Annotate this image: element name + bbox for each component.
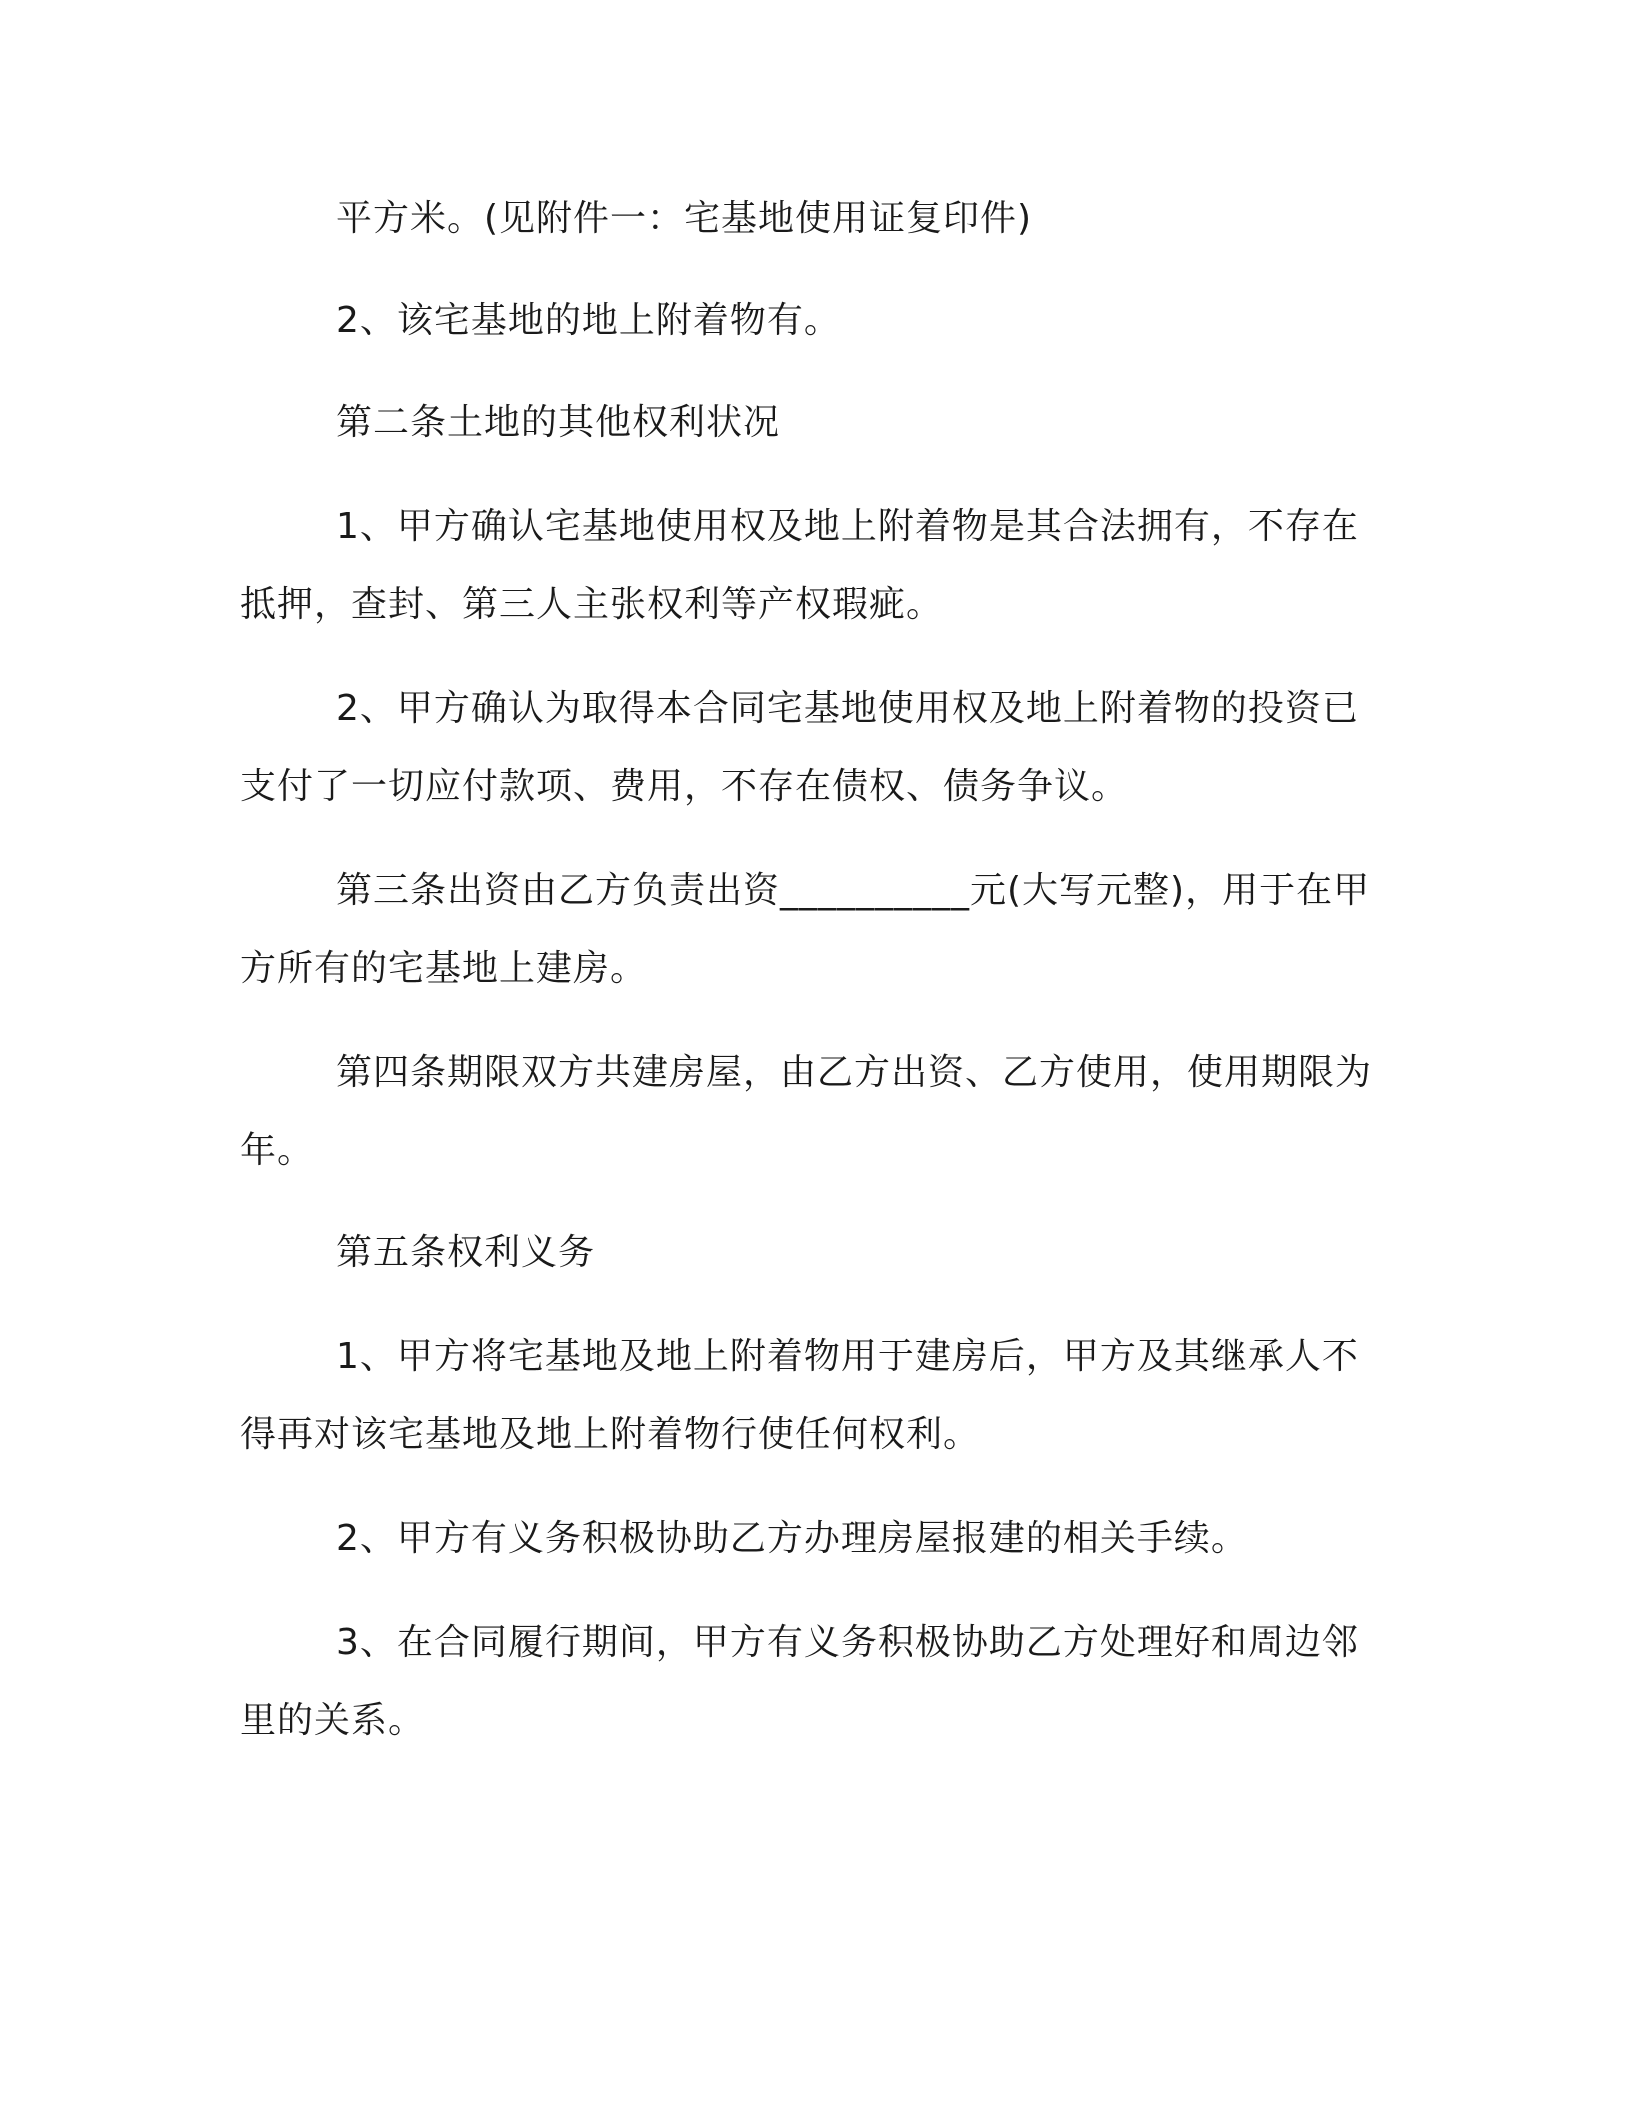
paragraph-area-unit: 平方米。(见附件一：宅基地使用证复印件) bbox=[336, 198, 1033, 239]
section-heading-rights-obligations: 第五条权利义务 bbox=[336, 1232, 596, 1273]
section-heading-other-rights: 第二条土地的其他权利状况 bbox=[336, 402, 781, 443]
paragraph-assist-permits: 2、甲方有义务积极协助乙方办理房屋报建的相关手续。 bbox=[336, 1518, 1248, 1559]
paragraph-waiver-of-rights: 1、甲方将宅基地及地上附着物用于建房后，甲方及其继承人不得再对该宅基地及地上附着物行使任何权利。 bbox=[240, 1336, 1359, 1455]
paragraph-attachments: 2、该宅基地的地上附着物有。 bbox=[336, 300, 841, 341]
section-heading-term: 第四条期限双方共建房屋，由乙方出资、乙方使用，使用期限为年。 bbox=[240, 1052, 1373, 1171]
paragraph-payments-settled: 2、甲方确认为取得本合同宅基地使用权及地上附着物的投资已支付了一切应付款项、费用，不存在债权、债务争议。 bbox=[240, 688, 1359, 807]
paragraph-neighbor-relations: 3、在合同履行期间，甲方有义务积极协助乙方处理好和周边邻里的关系。 bbox=[240, 1622, 1359, 1741]
section-heading-investment: 第三条出资由乙方负责出资__________元(大写元整)，用于在甲方所有的宅基地上建房。 bbox=[240, 870, 1371, 989]
paragraph-lawful-ownership: 1、甲方确认宅基地使用权及地上附着物是其合法拥有，不存在抵押，查封、第三人主张权利等产权瑕疵。 bbox=[240, 506, 1359, 625]
